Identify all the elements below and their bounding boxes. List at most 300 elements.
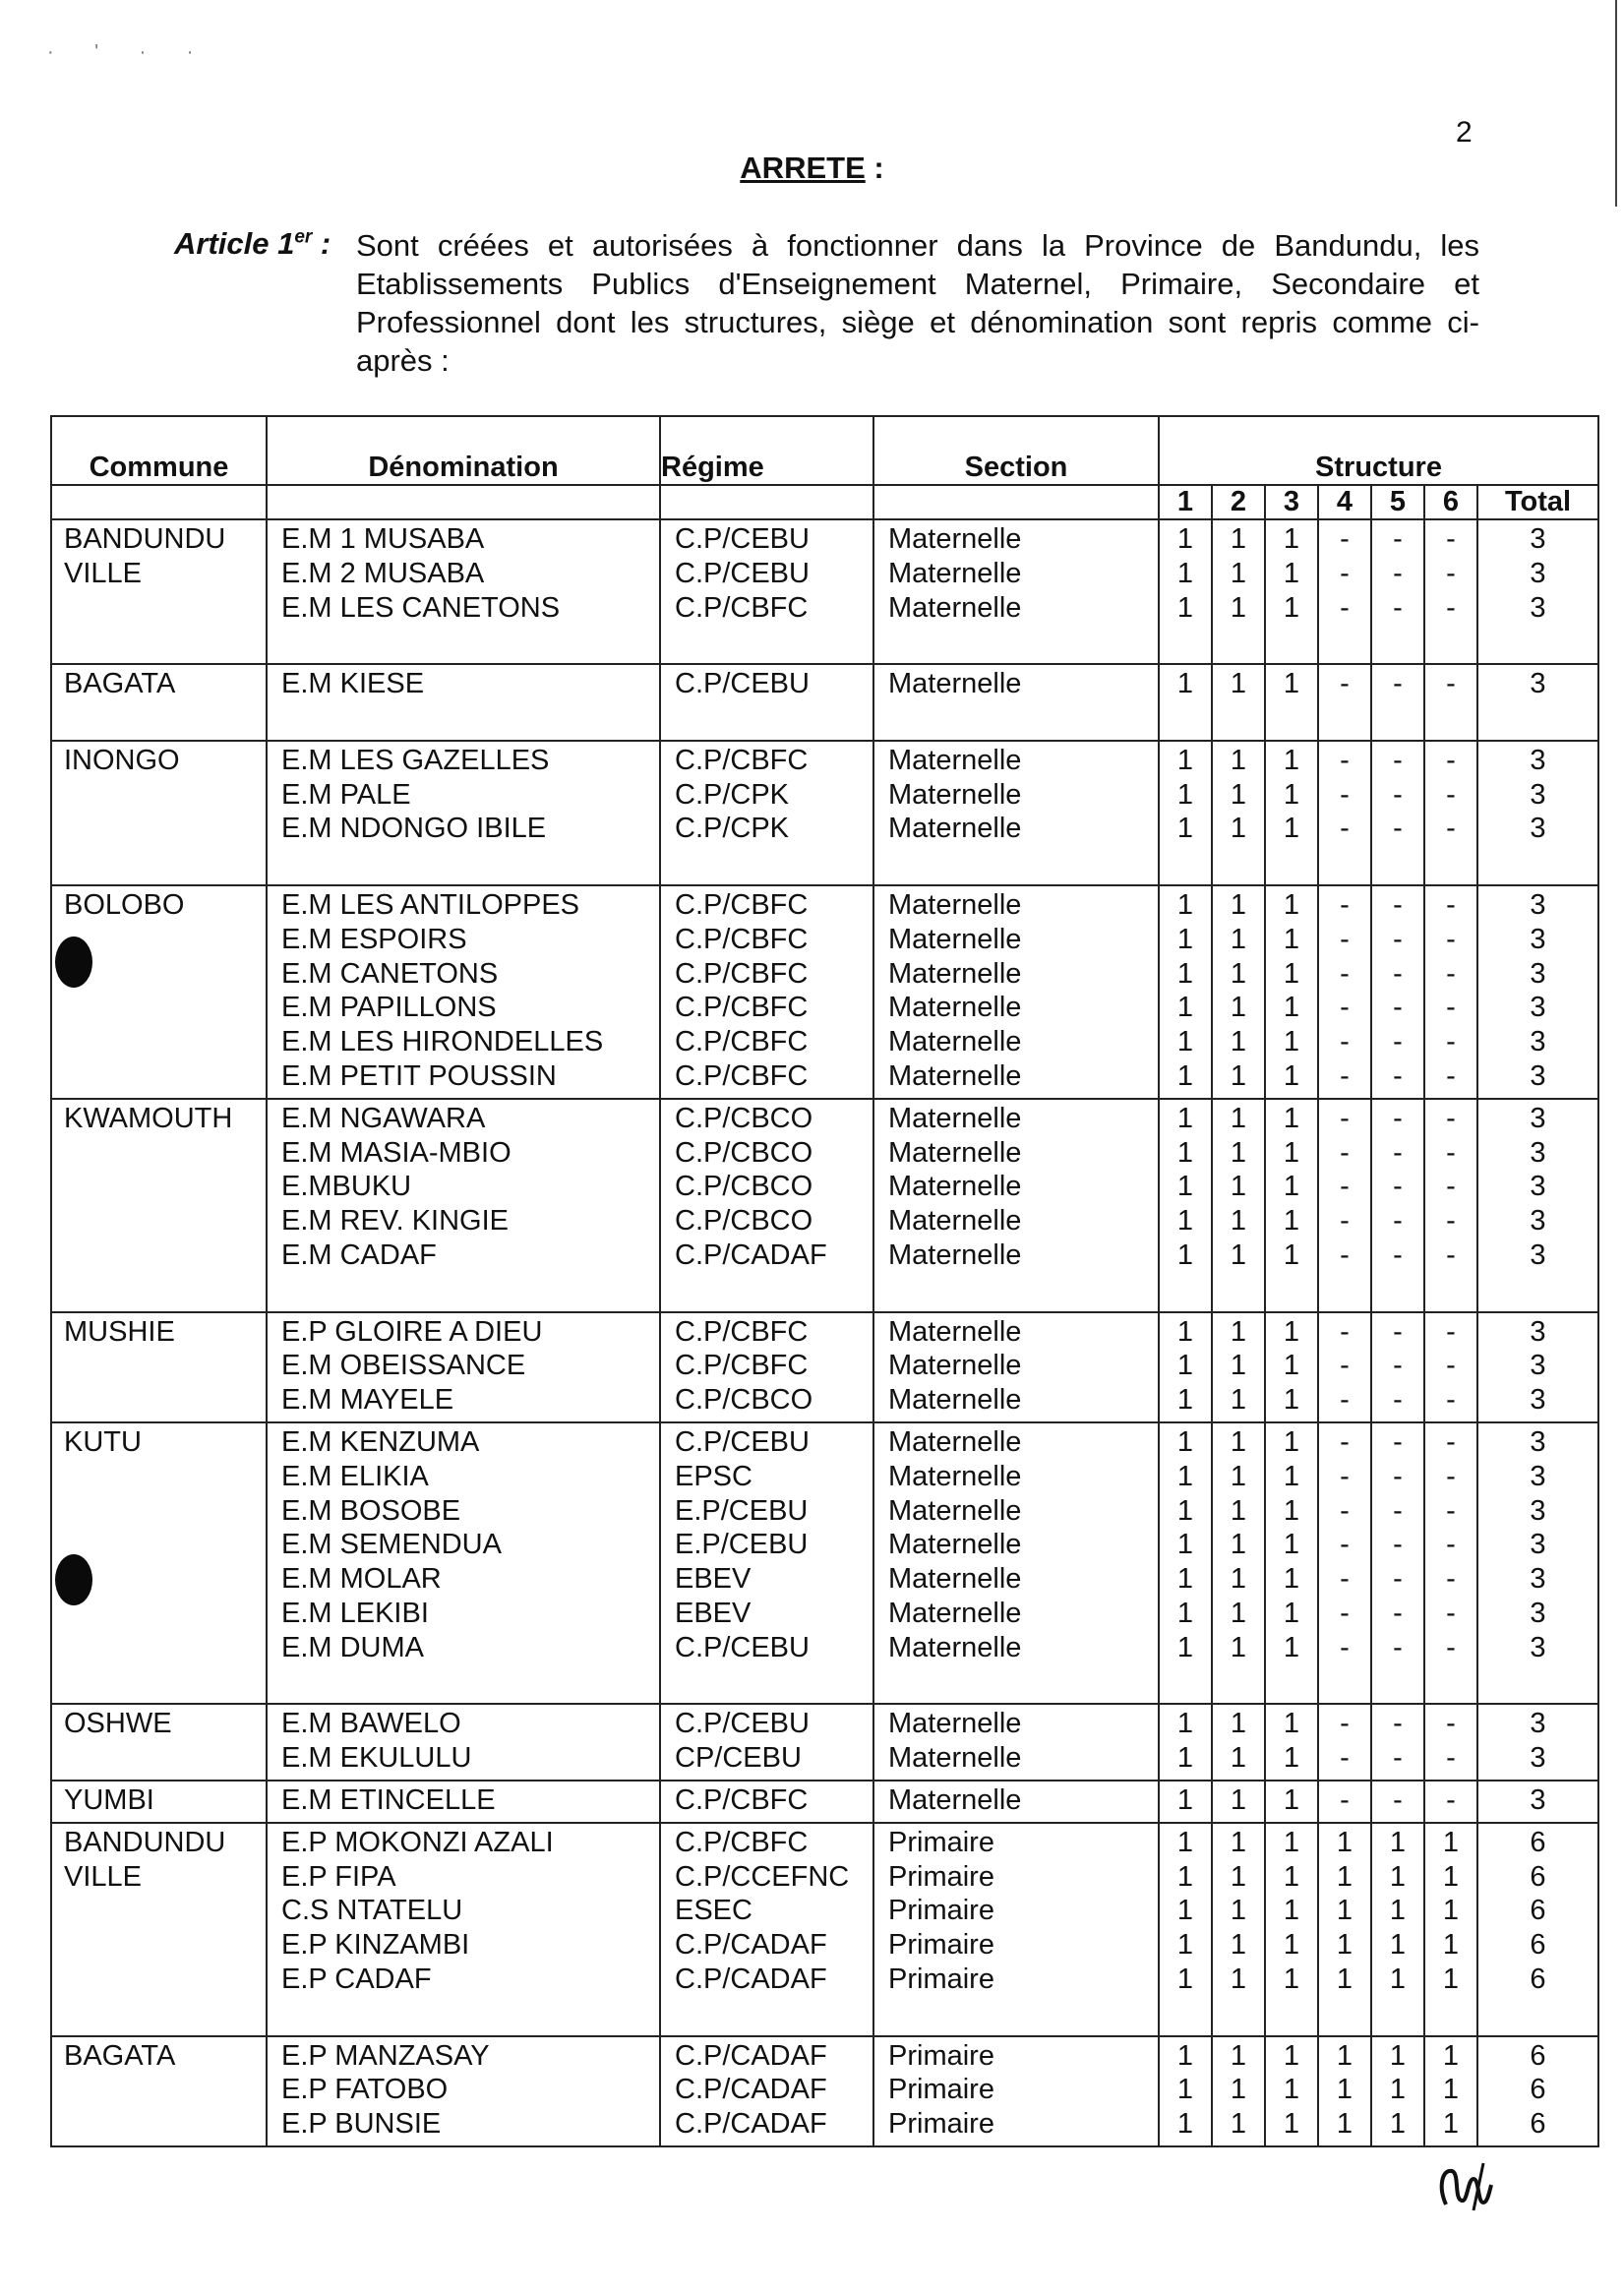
structure-value: 1 (1283, 1708, 1300, 1740)
structure-value: 1 (1176, 992, 1194, 1024)
structure-value: 1 (1176, 744, 1194, 776)
structure-value: - (1393, 1529, 1403, 1561)
school-section: Maternelle (888, 744, 1022, 776)
school-name: E.P MOKONZI AZALI (281, 1826, 554, 1858)
structure-value: - (1446, 1494, 1456, 1527)
school-name: E.M LES HIRONDELLES (281, 1026, 604, 1058)
school-section: Primaire (888, 1963, 994, 1995)
school-name: E.M ESPOIRS (281, 923, 467, 955)
structure-cell-5 (1371, 1312, 1424, 1422)
structure-value: 1 (1283, 992, 1300, 1024)
structure-value: - (1393, 778, 1403, 811)
structure-value: - (1446, 523, 1456, 555)
structure-value: 1 (1230, 523, 1247, 555)
commune-name: VILLE (64, 557, 142, 589)
structure-cell-6 (1424, 664, 1477, 741)
school-regime: C.P/CBFC (675, 1059, 809, 1092)
structure-cell-1 (1159, 1422, 1212, 1704)
structure-value: 1 (1176, 668, 1194, 700)
table-header (51, 416, 1598, 519)
school-section: Maternelle (888, 1460, 1022, 1492)
structure-value: - (1340, 1059, 1350, 1092)
section-cell (873, 2036, 1159, 2146)
structure-cell-2 (1212, 885, 1265, 1099)
denomination-cell (267, 885, 660, 1099)
structure-cell-6 (1424, 1099, 1477, 1312)
total-cell (1477, 1099, 1598, 1312)
structure-cell-3 (1265, 519, 1318, 664)
structure-value: 1 (1176, 523, 1194, 555)
regime-cell (660, 519, 873, 664)
commune-cell (51, 1823, 267, 2036)
structure-cell-6 (1424, 1422, 1477, 1704)
denomination-cell (267, 519, 660, 664)
total-value: 3 (1530, 1460, 1546, 1492)
total-value: 3 (1530, 668, 1546, 700)
structure-cell-3 (1265, 741, 1318, 885)
col-header-structure: Structure (1159, 416, 1598, 485)
section-cell (873, 1823, 1159, 2036)
school-regime: C.P/CBCO (675, 1205, 813, 1238)
structure-value: 1 (1230, 957, 1247, 990)
structure-value: - (1393, 1742, 1403, 1775)
total-value: 6 (1530, 1929, 1546, 1962)
school-name: E.M LES CANETONS (281, 591, 561, 624)
structure-value: 1 (1230, 1136, 1247, 1169)
structure-value: - (1340, 1026, 1350, 1058)
structure-cell-1 (1159, 1704, 1212, 1781)
structure-value: 1 (1176, 2074, 1194, 2106)
school-name: E.M ETINCELLE (281, 1783, 496, 1816)
structure-value: - (1446, 923, 1456, 955)
table-row (51, 1781, 1598, 1823)
structure-value: - (1393, 668, 1403, 700)
structure-value: - (1340, 923, 1350, 955)
school-section: Maternelle (888, 1026, 1022, 1058)
structure-cell-6 (1424, 1781, 1477, 1823)
structure-value: 1 (1283, 1631, 1300, 1663)
structure-value: - (1393, 1136, 1403, 1169)
commune-name: YUMBI (64, 1783, 154, 1816)
school-name: E.M 2 MUSABA (281, 557, 485, 589)
structure-value: - (1340, 1597, 1350, 1629)
school-section: Primaire (888, 2108, 994, 2141)
school-name: E.M REV. KINGIE (281, 1205, 509, 1238)
structure-cell-4 (1318, 741, 1371, 885)
total-cell (1477, 1823, 1598, 2036)
structure-value: 1 (1230, 1895, 1247, 1927)
structure-value: 1 (1283, 1529, 1300, 1561)
commune-cell (51, 2036, 267, 2146)
structure-value: 1 (1230, 1460, 1247, 1492)
structure-value: - (1446, 1136, 1456, 1169)
commune-name: BAGATA (64, 2039, 176, 2072)
school-regime: E.P/CEBU (675, 1494, 809, 1527)
structure-value: - (1393, 1783, 1403, 1816)
structure-value: 1 (1176, 1597, 1194, 1629)
structure-cell-2 (1212, 1422, 1265, 1704)
structure-value: - (1340, 813, 1350, 845)
col-header-commune: Commune (51, 416, 267, 485)
structure-cell-4 (1318, 1312, 1371, 1422)
commune-name: INONGO (64, 744, 180, 776)
structure-cell-3 (1265, 2036, 1318, 2146)
school-regime: C.P/CBFC (675, 923, 809, 955)
total-value: 3 (1530, 923, 1546, 955)
structure-value: 1 (1176, 1059, 1194, 1092)
structure-value: 1 (1283, 591, 1300, 624)
structure-value: 1 (1176, 1026, 1194, 1058)
structure-cell-5 (1371, 1781, 1424, 1823)
total-value: 6 (1530, 2039, 1546, 2072)
structure-cell-5 (1371, 741, 1424, 885)
total-value: 6 (1530, 1895, 1546, 1927)
total-cell (1477, 519, 1598, 664)
school-regime: C.P/CBFC (675, 888, 809, 921)
structure-value: 1 (1283, 1350, 1300, 1382)
school-regime: C.P/CBFC (675, 744, 809, 776)
structure-value: - (1393, 1171, 1403, 1203)
section-cell (873, 1704, 1159, 1781)
section-cell (873, 519, 1159, 664)
school-name: E.M 1 MUSABA (281, 523, 485, 555)
school-name: E.M LES GAZELLES (281, 744, 550, 776)
structure-value: - (1340, 1742, 1350, 1775)
structure-value: 1 (1176, 1826, 1194, 1858)
denomination-cell (267, 1781, 660, 1823)
structure-value: - (1393, 1059, 1403, 1092)
school-section: Maternelle (888, 1315, 1022, 1348)
school-regime: C.P/CEBU (675, 1708, 810, 1740)
school-regime: C.P/CBFC (675, 1315, 809, 1348)
structure-cell-4 (1318, 664, 1371, 741)
structure-value: 1 (1283, 1460, 1300, 1492)
school-regime: C.P/CCEFNC (675, 1860, 850, 1893)
regime-cell (660, 2036, 873, 2146)
structure-value: - (1393, 523, 1403, 555)
structure-value: 1 (1230, 1238, 1247, 1271)
structure-value: - (1446, 1350, 1456, 1382)
regime-cell (660, 664, 873, 741)
school-name: E.M DUMA (281, 1631, 424, 1663)
structure-cell-5 (1371, 885, 1424, 1099)
school-name: E.P FATOBO (281, 2074, 449, 2106)
regime-cell (660, 1823, 873, 2036)
structure-value: 1 (1230, 668, 1247, 700)
total-cell (1477, 1312, 1598, 1422)
total-value: 3 (1530, 1315, 1546, 1348)
structure-value: - (1393, 923, 1403, 955)
school-regime: C.P/CPK (675, 813, 790, 845)
school-regime: EBEV (675, 1597, 752, 1629)
structure-value: - (1393, 1205, 1403, 1238)
structure-value: - (1340, 1708, 1350, 1740)
structure-value: 1 (1230, 1783, 1247, 1816)
structure-cell-5 (1371, 519, 1424, 664)
structure-cell-2 (1212, 1099, 1265, 1312)
structure-value: - (1393, 1460, 1403, 1492)
structure-value: - (1393, 957, 1403, 990)
header-blank (660, 485, 873, 519)
total-value: 6 (1530, 1826, 1546, 1858)
structure-value: 1 (1176, 813, 1194, 845)
structure-cell-1 (1159, 664, 1212, 741)
structure-value: - (1340, 1425, 1350, 1458)
header-blank (51, 485, 267, 519)
structure-value: 1 (1230, 1171, 1247, 1203)
table-row (51, 741, 1598, 885)
school-name: E.M CADAF (281, 1238, 437, 1271)
total-value: 3 (1530, 1708, 1546, 1740)
structure-cell-3 (1265, 1099, 1318, 1312)
structure-value: 1 (1283, 1026, 1300, 1058)
school-regime: C.P/CBFC (675, 1026, 809, 1058)
structure-value: 1 (1176, 923, 1194, 955)
structure-value: - (1393, 591, 1403, 624)
structure-value: 1 (1283, 2039, 1300, 2072)
section-cell (873, 664, 1159, 741)
structure-value: 1 (1176, 1238, 1194, 1271)
structure-cell-1 (1159, 1823, 1212, 2036)
structure-value: - (1446, 1059, 1456, 1092)
school-regime: C.P/CADAF (675, 1929, 827, 1962)
total-value: 3 (1530, 888, 1546, 921)
table-row (51, 664, 1598, 741)
structure-value: 1 (1230, 1860, 1247, 1893)
structure-value: - (1393, 1708, 1403, 1740)
structure-value: - (1446, 813, 1456, 845)
commune-cell (51, 519, 267, 664)
structure-value: - (1393, 1494, 1403, 1527)
structure-value: 1 (1230, 992, 1247, 1024)
structure-cell-1 (1159, 519, 1212, 664)
structure-value: 1 (1230, 1826, 1247, 1858)
commune-cell (51, 1704, 267, 1781)
structure-value: 1 (1283, 668, 1300, 700)
punch-hole (55, 1554, 92, 1605)
structure-value: - (1340, 957, 1350, 990)
school-name: E.P MANZASAY (281, 2039, 490, 2072)
structure-value: - (1340, 1460, 1350, 1492)
structure-cell-4 (1318, 1099, 1371, 1312)
structure-value: 1 (1176, 1315, 1194, 1348)
school-section: Maternelle (888, 1350, 1022, 1382)
school-section: Maternelle (888, 523, 1022, 555)
school-section: Maternelle (888, 1563, 1022, 1596)
col-header-denomination: Dénomination (267, 416, 660, 485)
structure-cell-1 (1159, 2036, 1212, 2146)
structure-value: 1 (1442, 1963, 1460, 1995)
school-regime: EPSC (675, 1460, 752, 1492)
structure-value: - (1393, 813, 1403, 845)
structure-value: 1 (1176, 1205, 1194, 1238)
structure-value: 1 (1336, 2039, 1353, 2072)
structure-cell-3 (1265, 1823, 1318, 2036)
structure-value: 1 (1389, 1929, 1407, 1962)
school-section: Maternelle (888, 1059, 1022, 1092)
structure-value: 1 (1230, 778, 1247, 811)
commune-name: BOLOBO (64, 888, 185, 921)
structure-value: - (1340, 1136, 1350, 1169)
structure-value: 1 (1283, 1315, 1300, 1348)
structure-value: 1 (1283, 778, 1300, 811)
commune-cell (51, 885, 267, 1099)
structure-value: - (1340, 1238, 1350, 1271)
school-regime: C.P/CBCO (675, 1171, 813, 1203)
structure-value: 1 (1230, 923, 1247, 955)
structure-value: - (1446, 1238, 1456, 1271)
structure-cell-6 (1424, 1312, 1477, 1422)
structure-value: 1 (1283, 1059, 1300, 1092)
school-regime: ESEC (675, 1895, 752, 1927)
structure-cell-1 (1159, 885, 1212, 1099)
structure-cell-2 (1212, 519, 1265, 664)
structure-value: 1 (1283, 1895, 1300, 1927)
school-section: Maternelle (888, 557, 1022, 589)
school-section: Primaire (888, 1826, 994, 1858)
structure-value: 1 (1176, 1631, 1194, 1663)
school-section: Primaire (888, 2039, 994, 2072)
total-value: 3 (1530, 523, 1546, 555)
school-section: Maternelle (888, 923, 1022, 955)
structure-value: 1 (1230, 1742, 1247, 1775)
total-cell (1477, 2036, 1598, 2146)
school-regime: C.P/CBFC (675, 957, 809, 990)
structure-value: 1 (1230, 1708, 1247, 1740)
school-regime: C.P/CBFC (675, 1350, 809, 1382)
denomination-cell (267, 741, 660, 885)
total-value: 6 (1530, 1963, 1546, 1995)
school-section: Maternelle (888, 1708, 1022, 1740)
total-value: 3 (1530, 1136, 1546, 1169)
denomination-cell (267, 1823, 660, 2036)
table-row (51, 1704, 1598, 1781)
regime-cell (660, 1312, 873, 1422)
col-header-section: Section (873, 416, 1159, 485)
structure-value: 1 (1389, 1895, 1407, 1927)
structure-value: 1 (1176, 1136, 1194, 1169)
structure-value: - (1446, 957, 1456, 990)
structure-value: 1 (1442, 2074, 1460, 2106)
school-section: Maternelle (888, 992, 1022, 1024)
structure-cell-5 (1371, 1099, 1424, 1312)
commune-cell (51, 664, 267, 741)
structure-header-5: 5 (1371, 485, 1424, 519)
structure-value: 1 (1230, 2108, 1247, 2141)
school-name: E.M CANETONS (281, 957, 499, 990)
school-name: E.M BOSOBE (281, 1494, 461, 1527)
structure-cell-2 (1212, 664, 1265, 741)
structure-value: - (1446, 1529, 1456, 1561)
schools-table (50, 415, 1599, 2147)
structure-value: - (1446, 1783, 1456, 1816)
structure-value: - (1446, 1742, 1456, 1775)
article-label (174, 226, 331, 262)
section-cell (873, 741, 1159, 885)
structure-cell-2 (1212, 741, 1265, 885)
school-regime: C.P/CEBU (675, 1631, 810, 1663)
total-value: 6 (1530, 2108, 1546, 2141)
school-section: Maternelle (888, 1136, 1022, 1169)
school-name: E.P KINZAMBI (281, 1929, 470, 1962)
school-regime: EBEV (675, 1563, 752, 1596)
structure-value: - (1393, 1631, 1403, 1663)
structure-cell-6 (1424, 2036, 1477, 2146)
structure-value: 1 (1336, 2074, 1353, 2106)
total-value: 3 (1530, 957, 1546, 990)
table-body (51, 519, 1598, 2146)
structure-value: 1 (1336, 1860, 1353, 1893)
structure-value: - (1446, 591, 1456, 624)
school-name: E.M BAWELO (281, 1708, 461, 1740)
structure-value: 1 (1283, 1963, 1300, 1995)
school-section: Maternelle (888, 1597, 1022, 1629)
heading-suffix: : (865, 151, 884, 185)
commune-name: KUTU (64, 1425, 142, 1458)
total-cell (1477, 1781, 1598, 1823)
total-cell (1477, 1422, 1598, 1704)
table-row (51, 1312, 1598, 1422)
regime-cell (660, 1781, 873, 1823)
structure-value: 1 (1230, 888, 1247, 921)
structure-value: 1 (1283, 2108, 1300, 2141)
structure-value: - (1340, 1350, 1350, 1382)
structure-value: 1 (1176, 778, 1194, 811)
total-value: 3 (1530, 1742, 1546, 1775)
total-value: 6 (1530, 2074, 1546, 2106)
structure-value: - (1340, 1315, 1350, 1348)
structure-cell-2 (1212, 1781, 1265, 1823)
table-row (51, 885, 1598, 1099)
article-body: Sont créées et autorisées à fonctionner dans la Province de Bandundu, les Etablissements Publics d'Enseignement Maternel, Primaire, Secondaire et Professionnel dont les structures, siège et dénomination sont repris comme ci-après : (356, 228, 1479, 378)
section-cell (873, 1422, 1159, 1704)
structure-value: 1 (1176, 1563, 1194, 1596)
structure-value: - (1446, 1708, 1456, 1740)
structure-value: 1 (1230, 1929, 1247, 1962)
article-label-suffix: : (312, 226, 331, 261)
structure-cell-4 (1318, 1823, 1371, 2036)
structure-cell-5 (1371, 1422, 1424, 1704)
structure-cell-2 (1212, 1823, 1265, 2036)
structure-value: 1 (1230, 1059, 1247, 1092)
total-value: 3 (1530, 1494, 1546, 1527)
total-cell (1477, 1704, 1598, 1781)
structure-value: 1 (1283, 744, 1300, 776)
school-name: E.M PALE (281, 778, 411, 811)
structure-value: 1 (1336, 1826, 1353, 1858)
school-regime: C.P/CBFC (675, 1783, 809, 1816)
structure-value: 1 (1283, 1425, 1300, 1458)
school-regime: C.P/CADAF (675, 2039, 827, 2072)
structure-cell-1 (1159, 1312, 1212, 1422)
school-section: Primaire (888, 2074, 994, 2106)
structure-value: - (1393, 1102, 1403, 1134)
structure-cell-1 (1159, 1099, 1212, 1312)
structure-value: 1 (1230, 744, 1247, 776)
school-regime: C.P/CEBU (675, 668, 810, 700)
structure-value: - (1446, 1425, 1456, 1458)
total-value: 3 (1530, 1529, 1546, 1561)
school-section: Maternelle (888, 1171, 1022, 1203)
header-blank (873, 485, 1159, 519)
commune-name: KWAMOUTH (64, 1102, 233, 1134)
signature-mark (1428, 2149, 1499, 2220)
structure-value: 1 (1176, 591, 1194, 624)
commune-name: BANDUNDU (64, 523, 226, 555)
structure-value: 1 (1176, 1895, 1194, 1927)
structure-value: 1 (1230, 1205, 1247, 1238)
structure-value: 1 (1230, 1631, 1247, 1663)
